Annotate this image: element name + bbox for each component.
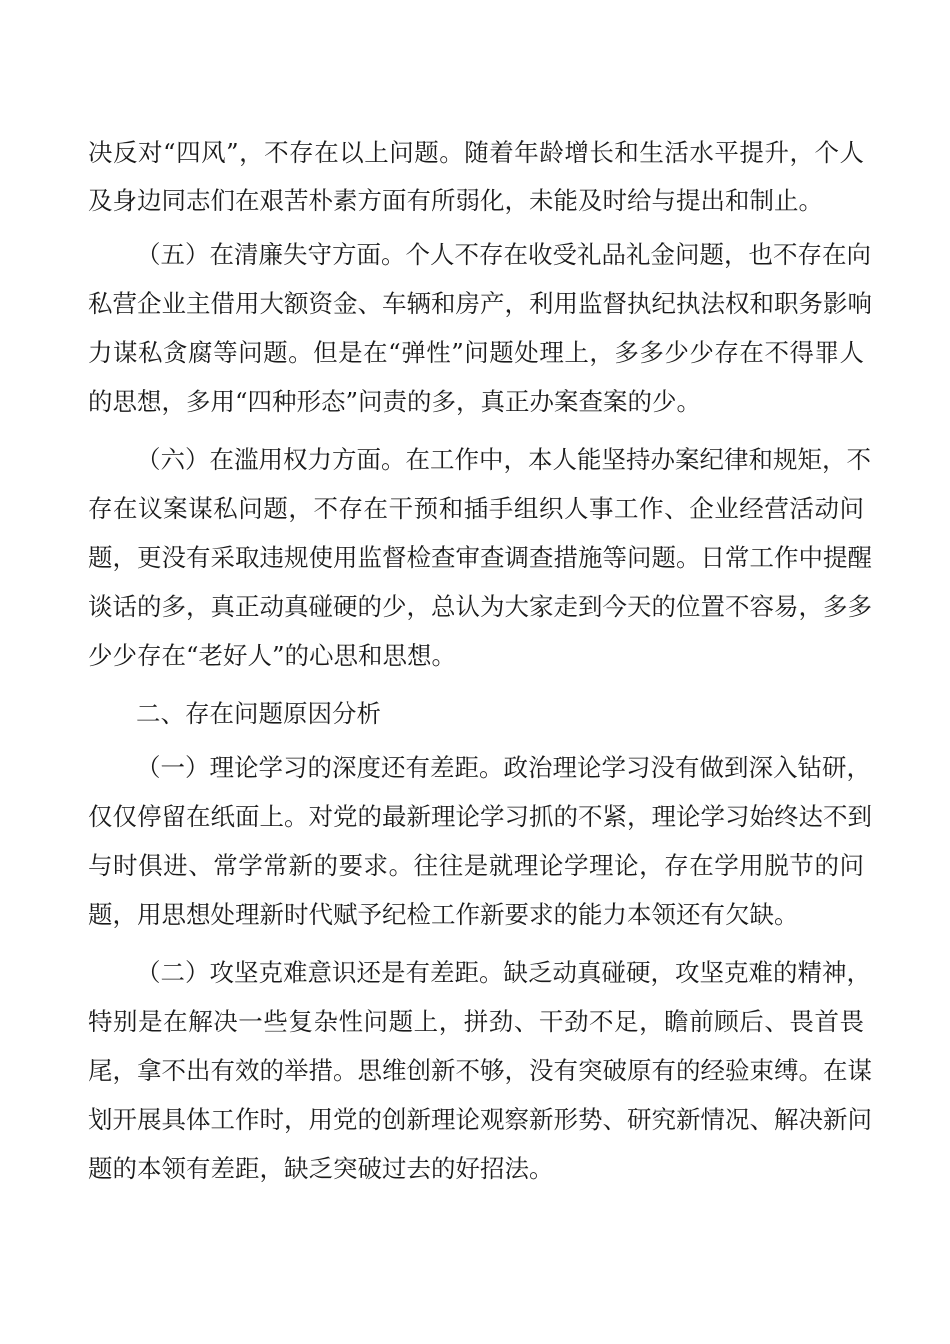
text-line: 划开展具体工作时，用党的创新理论观察新形势、研究新情况、解决新问 [88, 1105, 872, 1134]
text-line: 及身边同志们在艰苦朴素方面有所弱化，未能及时给与提出和制止。 [88, 186, 823, 215]
text-line: （二）攻坚克难意识还是有差距。缺乏动真碰硬，攻坚克难的精神， [136, 958, 871, 987]
text-line: 私营企业主借用大额资金、车辆和房产，利用监督执纪执法权和职务影响 [88, 289, 872, 318]
text-line: 与时俱进、常学常新的要求。往往是就理论学理论，存在学用脱节的问 [88, 851, 864, 880]
text-line: （五）在清廉失守方面。个人不存在收受礼品礼金问题，也不存在向 [136, 240, 871, 269]
text-line: 力谋私贪腐等问题。但是在“弹性”问题处理上，多多少少存在不得罪人 [88, 338, 864, 367]
text-line: 尾，拿不出有效的举措。思维创新不够，没有突破原有的经验束缚。在谋 [88, 1056, 872, 1085]
text-line: 的思想，多用“四种形态”问责的多，真正办案查案的少。 [88, 387, 702, 416]
text-line: 少少存在“老好人”的心思和思想。 [88, 641, 457, 670]
text-line: 题的本领有差距，缺乏突破过去的好招法。 [88, 1154, 554, 1183]
text-line: （一）理论学习的深度还有差距。政治理论学习没有做到深入钻研， [136, 753, 871, 782]
text-line: 决反对“四风”，不存在以上问题。随着年龄增长和生活水平提升，个人 [88, 138, 864, 167]
text-line: （六）在滥用权力方面。在工作中，本人能坚持办案纪律和规矩，不 [136, 445, 871, 474]
text-line: 题，用思想处理新时代赋予纪检工作新要求的能力本领还有欠缺。 [88, 900, 799, 929]
text-line: 题，更没有采取违规使用监督检查审查调查措施等问题。日常工作中提醒 [88, 543, 872, 572]
text-line: 谈话的多，真正动真碰硬的少，总认为大家走到今天的位置不容易，多多 [88, 592, 872, 621]
section-heading: 二、存在问题原因分析 [136, 699, 381, 728]
text-line: 存在议案谋私问题，不存在干预和插手组织人事工作、企业经营活动问 [88, 494, 864, 523]
text-line: 仅仅停留在纸面上。对党的最新理论学习抓的不紧，理论学习始终达不到 [88, 802, 872, 831]
text-line: 特别是在解决一些复杂性问题上，拼劲、干劲不足，瞻前顾后、畏首畏 [88, 1007, 864, 1036]
